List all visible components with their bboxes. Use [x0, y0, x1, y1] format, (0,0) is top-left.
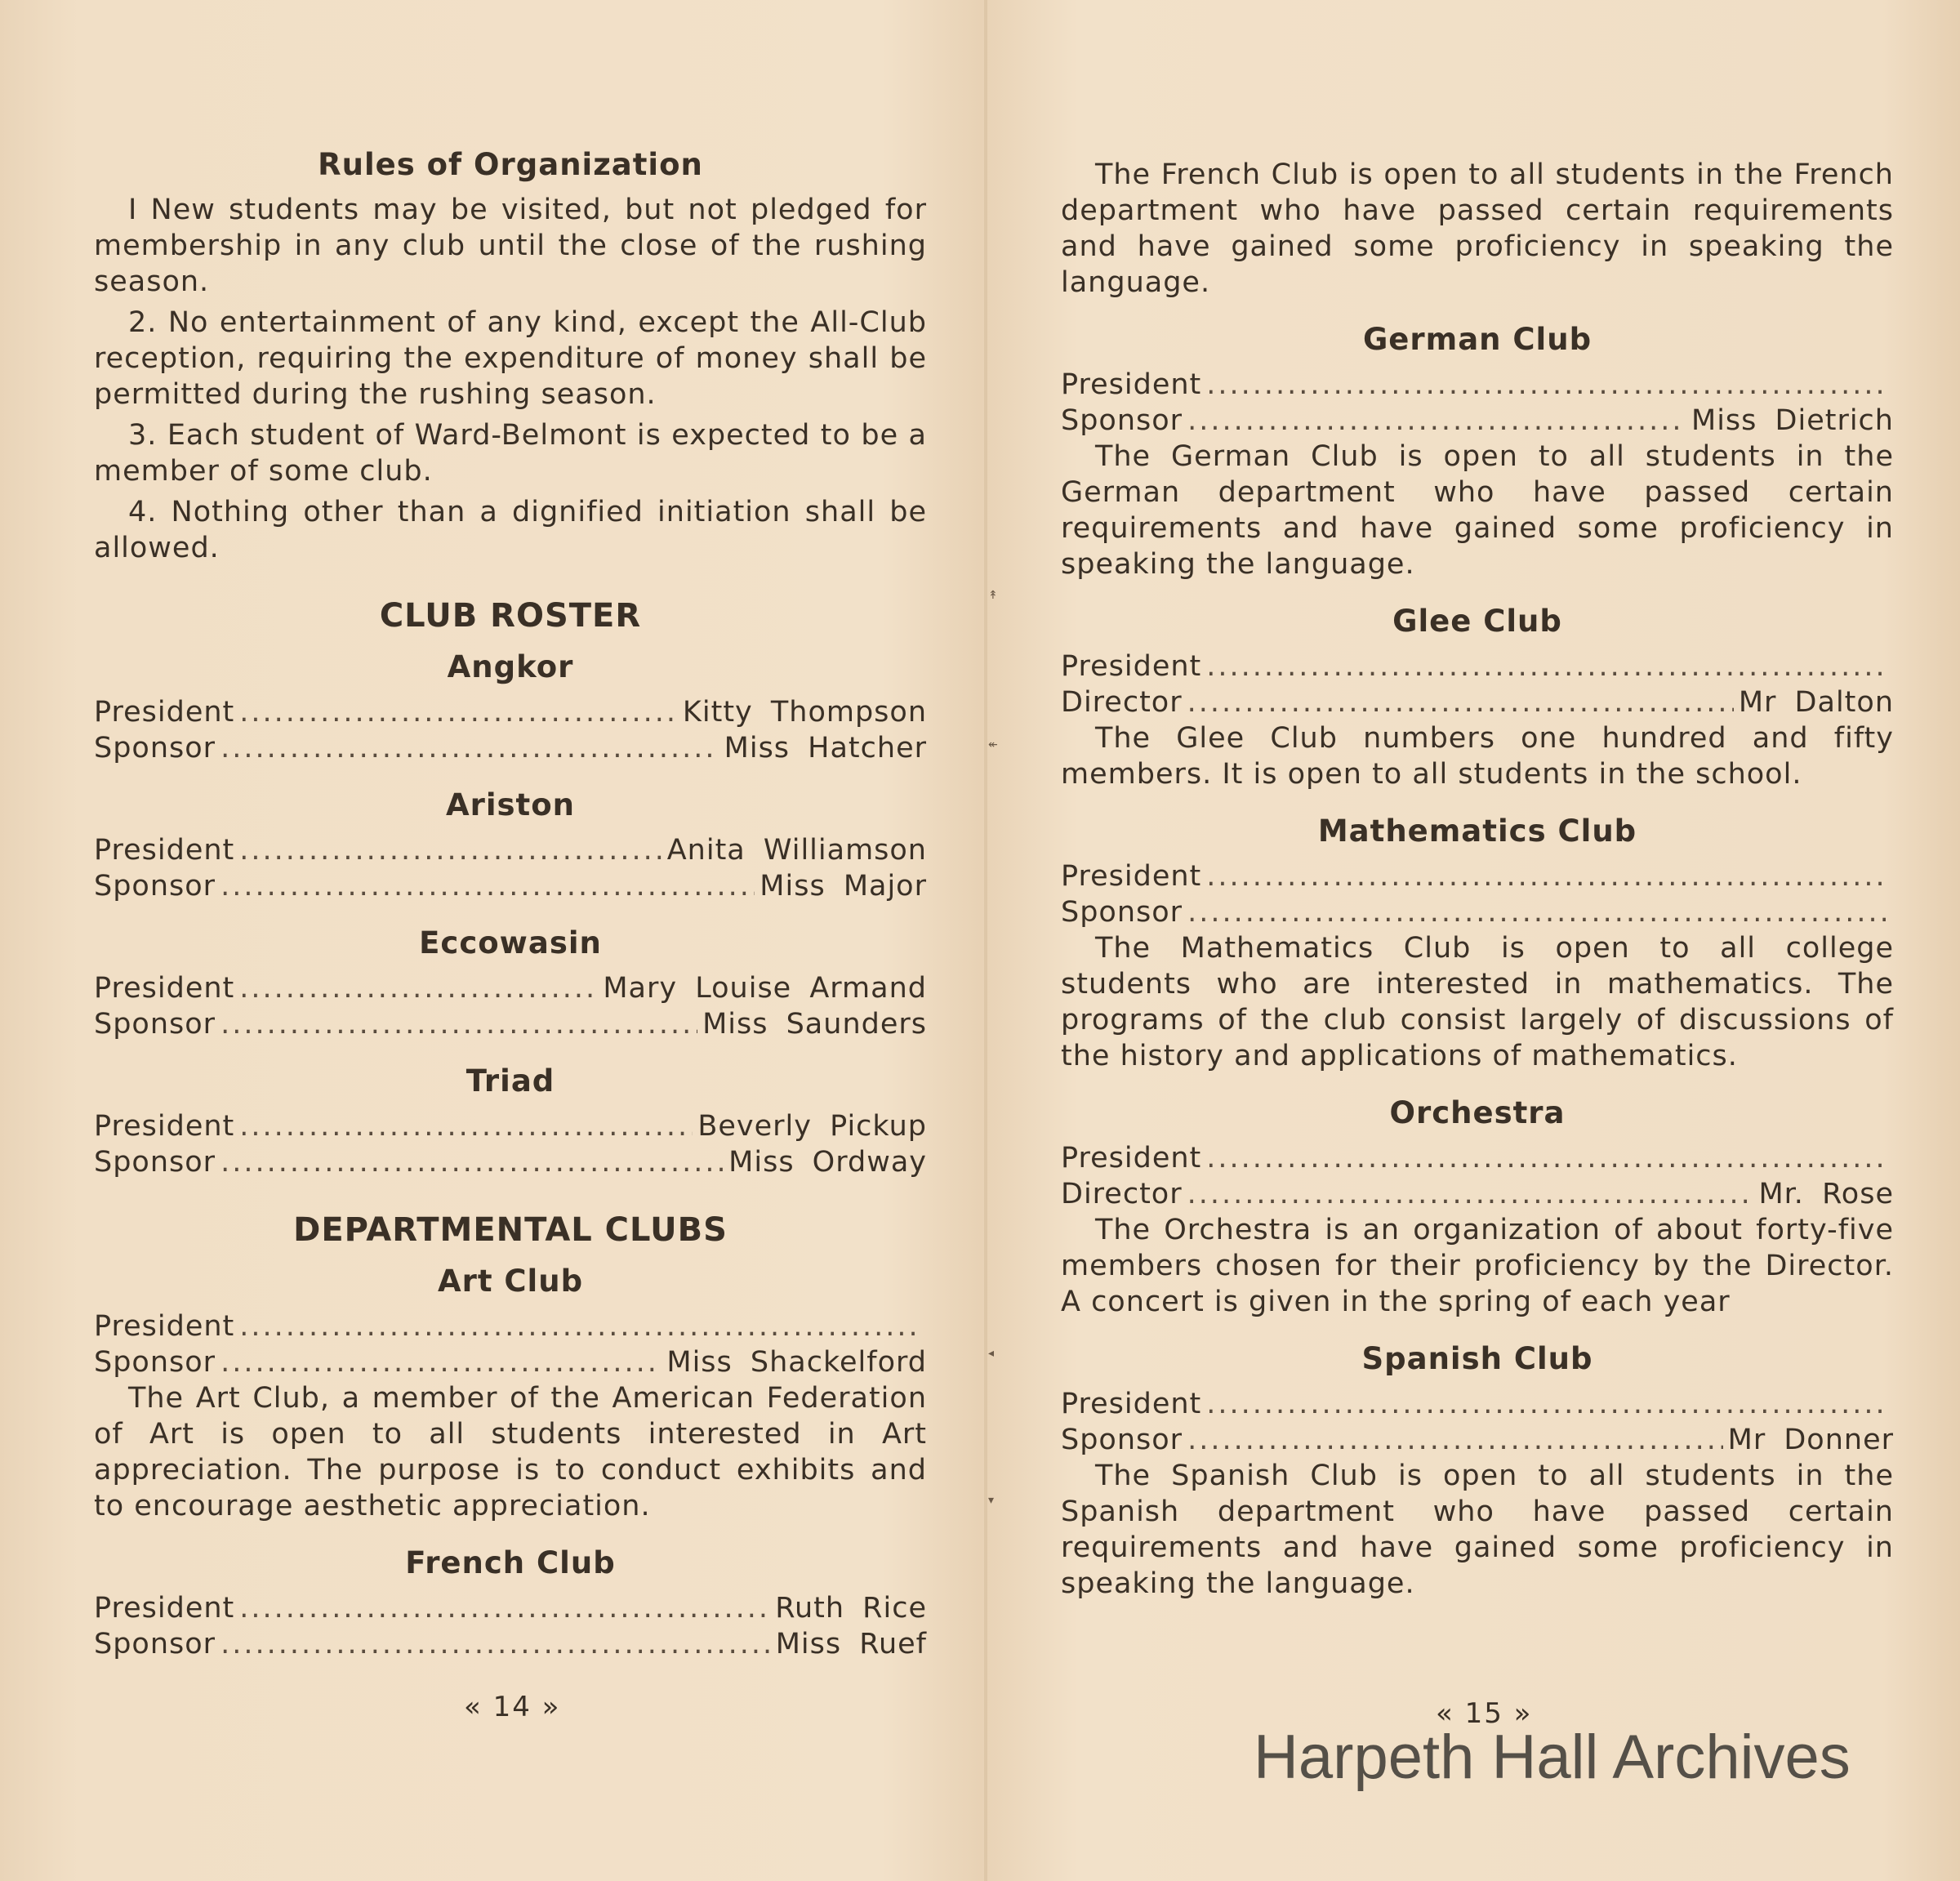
- club-name: Glee Club: [1392, 604, 1562, 639]
- archive-watermark: Harpeth Hall Archives: [1254, 1723, 1851, 1792]
- staple-mark: ◂: [988, 1347, 995, 1360]
- role-label: President: [1061, 650, 1202, 683]
- art-club-section: [94, 1264, 927, 1524]
- role-label: Sponsor: [94, 1008, 216, 1041]
- officer-row: [1061, 1176, 1894, 1212]
- club-description: The Art Club, a member of the American Federation of Art is open to all students interested in Art appreciation. The purpose is to conduct exhibits and to encourage aesthetic appreciation.: [94, 1382, 927, 1522]
- club-name: Spanish Club: [1361, 1341, 1593, 1376]
- club-name: Eccowasin: [419, 925, 602, 961]
- roster-club: [94, 787, 927, 904]
- officer-name: Anita Williamson: [666, 834, 927, 867]
- club-name: Ariston: [445, 787, 576, 822]
- officer-row: [94, 1344, 927, 1380]
- officer-name: Beverly Pickup: [697, 1110, 927, 1143]
- club-section: [1061, 813, 1894, 1074]
- role-label: President: [1061, 368, 1202, 401]
- officer-row: [94, 1006, 927, 1042]
- club-name: German Club: [1362, 322, 1592, 357]
- rule-item: 2. No entertainment of any kind, except the All-Club reception, requiring the expenditure of money shall be permitted during the rushing season.: [94, 306, 927, 411]
- role-label: President: [1061, 860, 1202, 893]
- officer-name: Kitty Thompson: [682, 696, 927, 729]
- club-section: [1061, 322, 1894, 582]
- role-label: President: [94, 1110, 235, 1143]
- roster-club: [94, 649, 927, 766]
- staple-mark: ↞: [988, 738, 998, 751]
- page-number: « 14 »: [464, 1691, 561, 1723]
- role-label: Sponsor: [94, 1146, 216, 1179]
- officer-name: Miss Dietrich: [1691, 404, 1894, 437]
- officer-name: Miss Shackelford: [666, 1346, 927, 1379]
- role-label: Sponsor: [94, 1346, 216, 1379]
- french-club-section: [94, 1545, 927, 1662]
- role-label: President: [94, 696, 235, 729]
- club-description: The Mathematics Club is open to all college students who are interested in mathematics. The programs of the club consist largely of discussions of the history and applications of mathematics.: [1061, 932, 1894, 1072]
- club-name: Angkor: [447, 649, 574, 684]
- club-roster-title: CLUB ROSTER: [379, 597, 642, 635]
- role-label: Sponsor: [1061, 896, 1183, 929]
- officer-row: [94, 1626, 927, 1662]
- officer-row: [1061, 649, 1894, 684]
- club-name: Triad: [466, 1063, 555, 1099]
- club-description: The Spanish Club is open to all students in the Spanish department who have passed certain requirements and have gained some proficiency in speaking the language.: [1061, 1460, 1894, 1600]
- roster-club: [94, 925, 927, 1042]
- officer-name: Mr. Rose: [1758, 1178, 1894, 1210]
- role-label: President: [94, 834, 235, 867]
- officer-name: Miss Saunders: [702, 1008, 927, 1041]
- left-column: [94, 147, 927, 1662]
- club-name: French Club: [405, 1545, 616, 1580]
- officer-name: Mr Donner: [1727, 1424, 1894, 1456]
- officer-row: [1061, 1386, 1894, 1422]
- role-label: President: [1061, 1142, 1202, 1175]
- role-label: Sponsor: [94, 1628, 216, 1660]
- officer-row: [94, 1108, 927, 1144]
- officer-name: Miss Major: [760, 870, 927, 903]
- officer-row: [94, 1590, 927, 1626]
- role-label: President: [94, 1310, 235, 1343]
- officer-row: [94, 694, 927, 730]
- club-name: Mathematics Club: [1317, 813, 1637, 849]
- officer-name: Miss Ruef: [775, 1628, 927, 1660]
- page-15: [987, 0, 1960, 1881]
- departmental-clubs-title: DEPARTMENTAL CLUBS: [293, 1211, 728, 1249]
- officer-name: Miss Hatcher: [724, 732, 927, 764]
- officer-row: [94, 1144, 927, 1180]
- club-description: The Glee Club numbers one hundred and fifty members. It is open to all students in the school.: [1061, 722, 1894, 791]
- role-label: Sponsor: [1061, 404, 1183, 437]
- officer-name: Miss Ordway: [728, 1146, 927, 1179]
- officer-row: [94, 1308, 927, 1344]
- officer-row: [94, 868, 927, 904]
- staple-mark: ▾: [988, 1494, 995, 1507]
- officer-row: [94, 730, 927, 766]
- rule-item: I New students may be visited, but not pledged for membership in any club until the close of the rushing season.: [94, 194, 927, 298]
- role-label: Sponsor: [94, 870, 216, 903]
- officer-row: [1061, 367, 1894, 403]
- club-section: [1061, 1341, 1894, 1602]
- role-label: President: [94, 972, 235, 1005]
- officer-name: Mary Louise Armand: [603, 972, 927, 1005]
- french-club-description: The French Club is open to all students in the French department who have passed certain requirements and have gained some proficiency in speaking the language.: [1061, 158, 1894, 299]
- club-name: Art Club: [437, 1264, 584, 1299]
- club-description: The Orchestra is an organization of about forty-five members chosen for their proficiency by the Director. A concert is given in the spring of each year: [1061, 1214, 1894, 1318]
- officer-row: [1061, 403, 1894, 439]
- officer-row: [94, 832, 927, 868]
- roster-club: [94, 1063, 927, 1180]
- club-name: Orchestra: [1389, 1095, 1566, 1130]
- officer-name: Mr Dalton: [1738, 686, 1894, 719]
- role-label: Director: [1061, 1178, 1183, 1210]
- rule-item: 4. Nothing other than a dignified initiation shall be allowed.: [94, 496, 927, 564]
- rule-item: 3. Each student of Ward-Belmont is expected to be a member of some club.: [94, 419, 927, 488]
- officer-row: [1061, 858, 1894, 894]
- staple-mark: ↟: [988, 589, 998, 602]
- role-label: President: [1061, 1388, 1202, 1420]
- officer-row: [94, 970, 927, 1006]
- officer-row: [1061, 684, 1894, 720]
- officer-row: [1061, 1140, 1894, 1176]
- role-label: Sponsor: [1061, 1424, 1183, 1456]
- officer-name: Ruth Rice: [775, 1592, 927, 1625]
- page-number: « 15 »: [1436, 1697, 1533, 1730]
- officer-row: [1061, 1422, 1894, 1458]
- club-section: [1061, 1095, 1894, 1320]
- club-description: The German Club is open to all students in the German department who have passed certain requirements and have gained some proficiency in speaking the language.: [1061, 440, 1894, 581]
- club-section: [1061, 604, 1894, 792]
- role-label: Director: [1061, 686, 1183, 719]
- role-label: President: [94, 1592, 235, 1625]
- role-label: Sponsor: [94, 732, 216, 764]
- officer-row: [1061, 894, 1894, 930]
- right-column: [1061, 157, 1894, 1607]
- rules-title: Rules of Organization: [318, 147, 703, 182]
